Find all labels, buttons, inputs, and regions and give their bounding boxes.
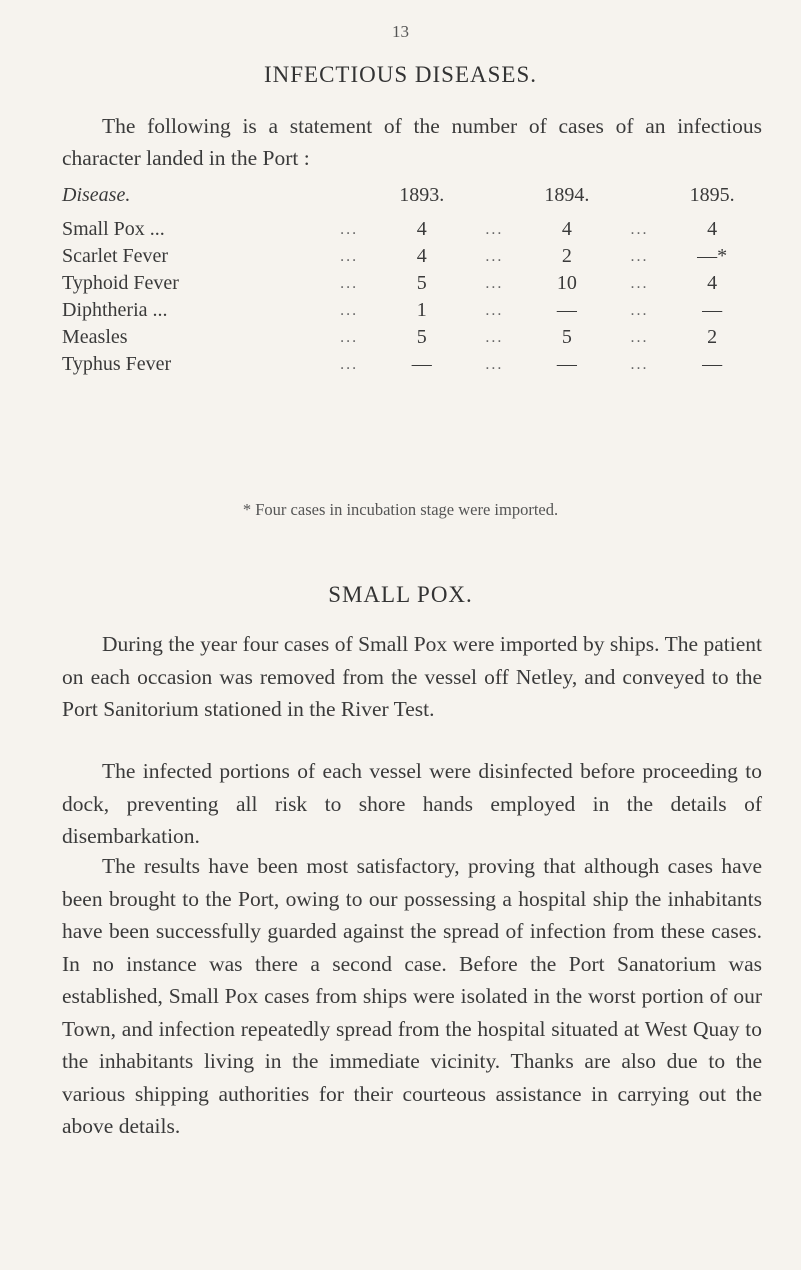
value-1894: — — [556, 353, 577, 375]
leader-dots: ... — [340, 247, 359, 265]
header-year-1894: 1894. — [544, 184, 590, 206]
value-1894: — — [556, 299, 577, 321]
intro-paragraph: The following is a statement of the number of cases of an infectious character landed in the Port : — [62, 114, 762, 170]
leader-dots: ... — [485, 220, 504, 238]
leader-dots: ... — [340, 355, 359, 373]
value-1895: 4 — [707, 272, 718, 294]
paragraph: The infected portions of each vessel were disinfected before proceeding to dock, preventing all risk to shore hands employed in the details of disembarkation. — [62, 759, 762, 848]
table-row — [62, 324, 750, 351]
disease-cell: Scarlet Fever — [62, 245, 169, 267]
leader-dots: ... — [340, 301, 359, 319]
leader-dots: ... — [485, 301, 504, 319]
value-1893: — — [411, 353, 432, 375]
disease-cell: Typhoid Fever — [62, 272, 179, 294]
table-row — [62, 297, 750, 324]
value-1893: 1 — [416, 299, 427, 321]
leader-dots: ... — [485, 355, 504, 373]
disease-cell: Small Pox ... — [62, 218, 165, 240]
value-1894: 2 — [561, 245, 572, 267]
value-1895: —* — [697, 245, 728, 267]
header-year-1893: 1893. — [399, 184, 445, 206]
disease-cell: Measles — [62, 326, 128, 348]
value-1893: 5 — [416, 326, 427, 348]
header-year-1895: 1895. — [689, 184, 735, 206]
leader-dots: ... — [485, 274, 504, 292]
disease-cell: Diphtheria ... — [62, 299, 168, 321]
paragraph: During the year four cases of Small Pox were imported by ships. The patient on each occasion was removed from the vessel off Netley, and conveyed to the Port Sanitorium stationed in the River Test. — [62, 632, 762, 721]
value-1893: 4 — [416, 218, 427, 240]
leader-dots: ... — [630, 355, 649, 373]
value-1894: 5 — [561, 326, 572, 348]
page-title: INFECTIOUS DISEASES. — [263, 62, 538, 87]
value-1894: 10 — [556, 272, 577, 294]
leader-dots: ... — [340, 220, 359, 238]
value-1894: 4 — [561, 218, 572, 240]
page-number: 13 — [392, 22, 409, 41]
leader-dots: ... — [340, 274, 359, 292]
value-1893: 5 — [416, 272, 427, 294]
leader-dots: ... — [485, 247, 504, 265]
table-row — [62, 351, 750, 378]
leader-dots: ... — [630, 220, 649, 238]
leader-dots: ... — [485, 328, 504, 346]
value-1895: 4 — [707, 218, 718, 240]
leader-dots: ... — [630, 274, 649, 292]
table-row — [62, 216, 750, 243]
value-1895: — — [702, 299, 723, 321]
table-row — [62, 270, 750, 297]
leader-dots: ... — [630, 247, 649, 265]
header-disease: Disease. — [62, 184, 131, 206]
value-1895: — — [702, 353, 723, 375]
leader-dots: ... — [340, 328, 359, 346]
section-title: SMALL POX. — [328, 582, 473, 607]
table-row — [62, 243, 750, 270]
footnote: * Four cases in incubation stage were imported. — [242, 500, 559, 519]
paragraph: The results have been most satisfactory, proving that although cases have been brought to the Port, owing to our possessing a hospital ship the inhabitants have been successfully guarded against the spread of infection from these cases. In no instance was there a second case. Before the Port Sanatorium was established, Small Pox cases from ships were isolated in the worst portion of our Town, and infection repeatedly spread from the hospital situated at West Quay to the inhabitants living in the immediate vicinity. Thanks are also due to the various shipping authorities for their courteous assistance in carrying out the above details. — [62, 854, 762, 1138]
value-1893: 4 — [416, 245, 427, 267]
leader-dots: ... — [630, 328, 649, 346]
disease-cell: Typhus Fever — [62, 353, 172, 375]
table-header-row — [62, 184, 750, 216]
cases-table — [62, 184, 750, 378]
value-1895: 2 — [707, 326, 718, 348]
leader-dots: ... — [630, 301, 649, 319]
